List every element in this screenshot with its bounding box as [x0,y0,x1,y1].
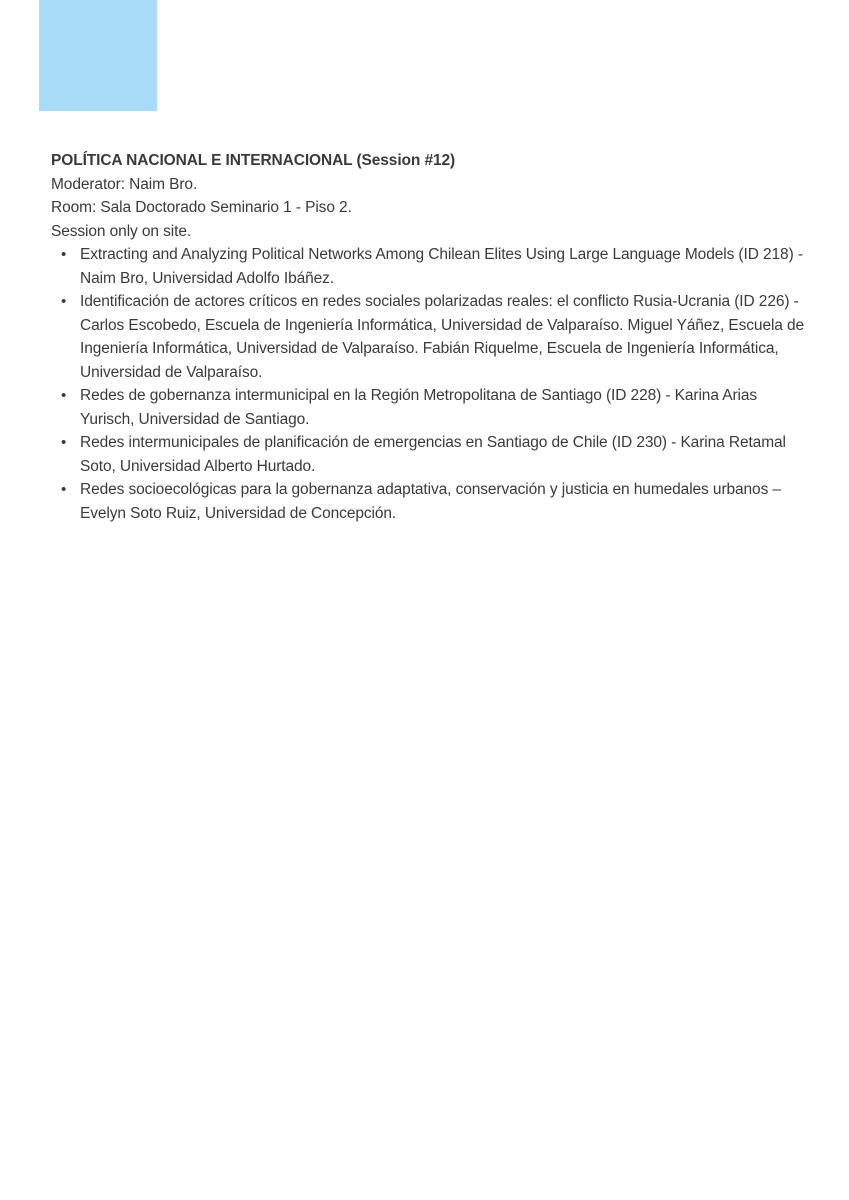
talk-text: Redes socioecológicas para la gobernanza adaptativa, conservación y justicia en humedales urbanos – Evelyn Soto Ruiz, Universidad de Concepción. [80,481,781,522]
session-block [51,149,811,525]
bullet-icon: • [61,246,67,263]
bullet-icon: • [61,481,67,498]
talk-text: Redes de gobernanza intermunicipal en la Región Metropolitana de Santiago (ID 228) - Karina Arias Yurisch, Universidad de Santiago. [80,387,758,428]
talk-item [61,431,811,478]
session-title: POLÍTICA NACIONAL E INTERNACIONAL (Session #12) [51,152,456,169]
session-moderator: Moderator: Naim Bro. [51,175,198,193]
talk-item [61,478,811,525]
session-mode: Session only on site. [51,222,192,240]
talk-item [61,243,811,290]
decorative-accent-block [39,0,157,111]
session-room: Room: Sala Doctorado Seminario 1 - Piso 2. [51,199,352,216]
talk-item [61,384,811,431]
talk-item [61,290,811,384]
bullet-icon: • [61,387,67,404]
talk-list [51,243,811,525]
talk-text: Redes intermunicipales de planificación de emergencias en Santiago de Chile (ID 230) - Karina Retamal Soto, Universidad Alberto Hurtado. [80,434,786,475]
talk-text: Identificación de actores críticos en redes sociales polarizadas reales: el conflicto Rusia-Ucrania (ID 226) - Carlos Escobedo, Escuela de Ingeniería Informática, Universidad de Valparaíso. Miguel Yáñez, Escuela de Ingeniería Informática, Universidad de Valparaíso. Fabián Riquelme, Escuela de Ingeniería Informática, Universidad de Valparaíso. [80,293,805,381]
bullet-icon: • [61,293,67,310]
talk-text: Extracting and Analyzing Political Networks Among Chilean Elites Using Large Language Models (ID 218) - Naim Bro, Universidad Adolfo Ibáñez. [80,246,803,287]
bullet-icon: • [61,434,67,451]
